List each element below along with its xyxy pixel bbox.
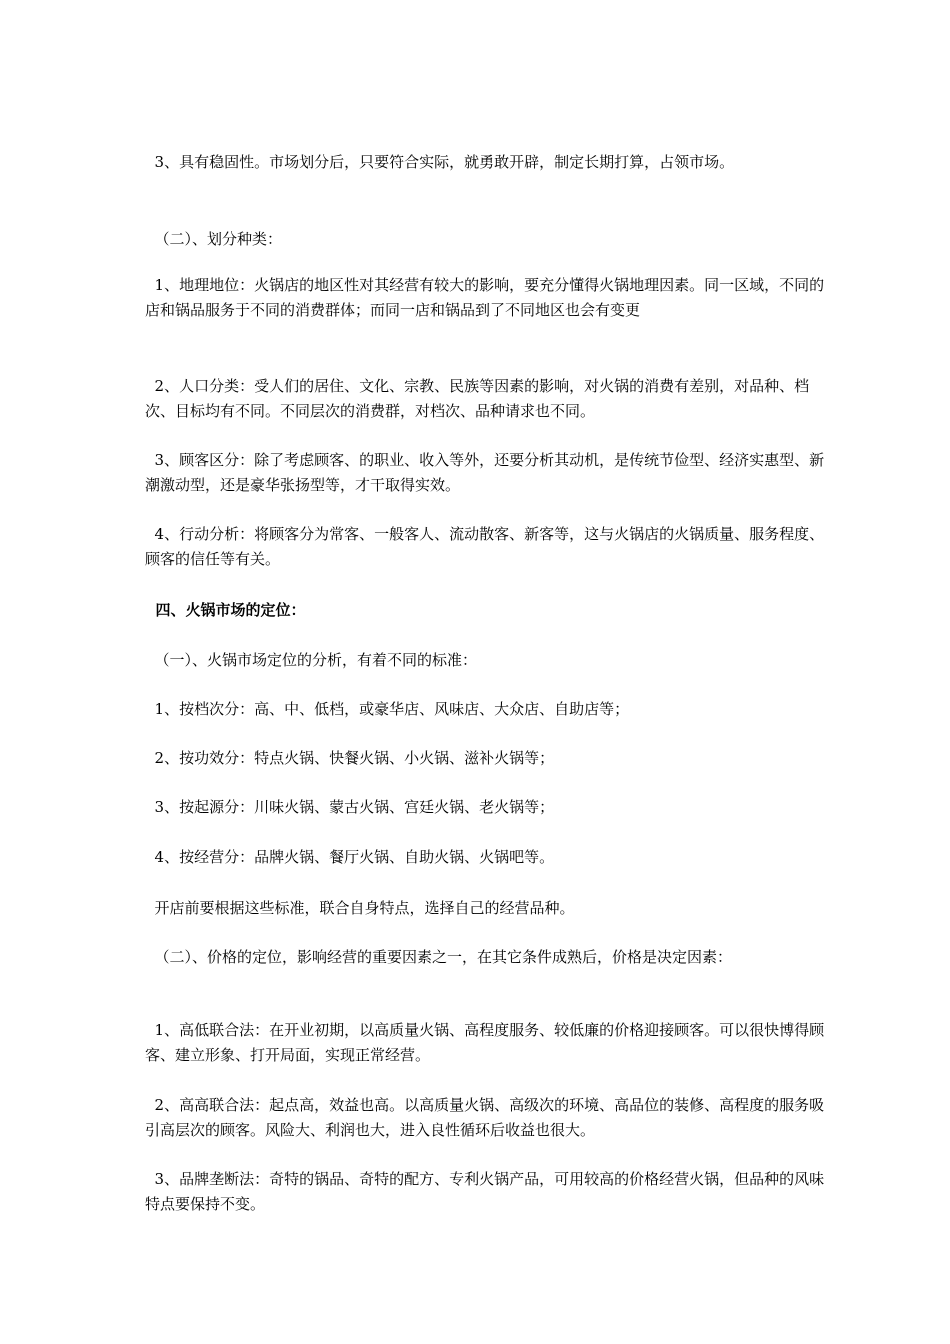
heading-positioning-analysis: （一）、火锅市场定位的分析，有着不同的标准：: [145, 651, 478, 669]
heading-division-types: （二）、划分种类：: [145, 230, 283, 248]
paragraph-high-low: 1、高低联合法：在开业初期，以高质量火锅、高程度服务、较低廉的价格迎接顾客。可以很快博得顾客、建立形象、打开局面，实现正常经营。: [145, 1021, 825, 1064]
heading-market-positioning: 四、火锅市场的定位：: [145, 601, 306, 619]
list-item-by-operation: 4、按经营分：品牌火锅、餐厅火锅、自助火锅、火锅吧等。: [145, 848, 555, 866]
paragraph-before-opening: 开店前要根据这些标准，联合自身特点，选择自己的经营品种。: [145, 899, 575, 917]
paragraph-brand-monopoly: 3、品牌垄断法：奇特的锅品、奇特的配方、专利火锅产品，可用较高的价格经营火锅，但品种的风味特点要保持不变。: [145, 1170, 825, 1213]
list-item-by-function: 2、按功效分：特点火锅、快餐火锅、小火锅、滋补火锅等；: [145, 749, 555, 767]
paragraph-population: 2、人口分类：受人们的居住、文化、宗教、民族等因素的影响，对火锅的消费有差别，对品种、档次、目标均有不同。不同层次的消费群，对档次、品种请求也不同。: [145, 377, 810, 420]
paragraph-geography: 1、地理地位：火锅店的地区性对其经营有较大的影响，要充分懂得火锅地理因素。同一区域，不同的店和锅品服务于不同的消费群体；而同一店和锅品到了不同地区也会有变更: [145, 276, 825, 319]
heading-price-positioning: （二）、价格的定位，影响经营的重要因素之一，在其它条件成熟后，价格是决定因素：: [145, 948, 733, 966]
list-item-by-origin: 3、按起源分：川味火锅、蒙古火锅、宫廷火锅、老火锅等；: [145, 798, 555, 816]
paragraph-behavior: 4、行动分析：将顾客分为常客、一般客人、流动散客、新客等，这与火锅店的火锅质量、服务程度、顾客的信任等有关。: [145, 525, 825, 568]
paragraph-high-high: 2、高高联合法：起点高，效益也高。以高质量火锅、高级次的环境、高品位的装修、高程度的服务吸引高层次的顾客。风险大、利润也大，进入良性循环后收益也很大。: [145, 1096, 825, 1139]
paragraph-customer: 3、顾客区分：除了考虑顾客、的职业、收入等外，还要分析其动机，是传统节俭型、经济实惠型、新潮激动型，还是豪华张扬型等，才干取得实效。: [145, 451, 825, 494]
list-item-by-grade: 1、按档次分：高、中、低档，或豪华店、风味店、大众店、自助店等；: [145, 700, 630, 718]
paragraph-stability: 3、具有稳固性。市场划分后，只要符合实际，就勇敢开辟，制定长期打算，占领市场。: [145, 153, 735, 171]
